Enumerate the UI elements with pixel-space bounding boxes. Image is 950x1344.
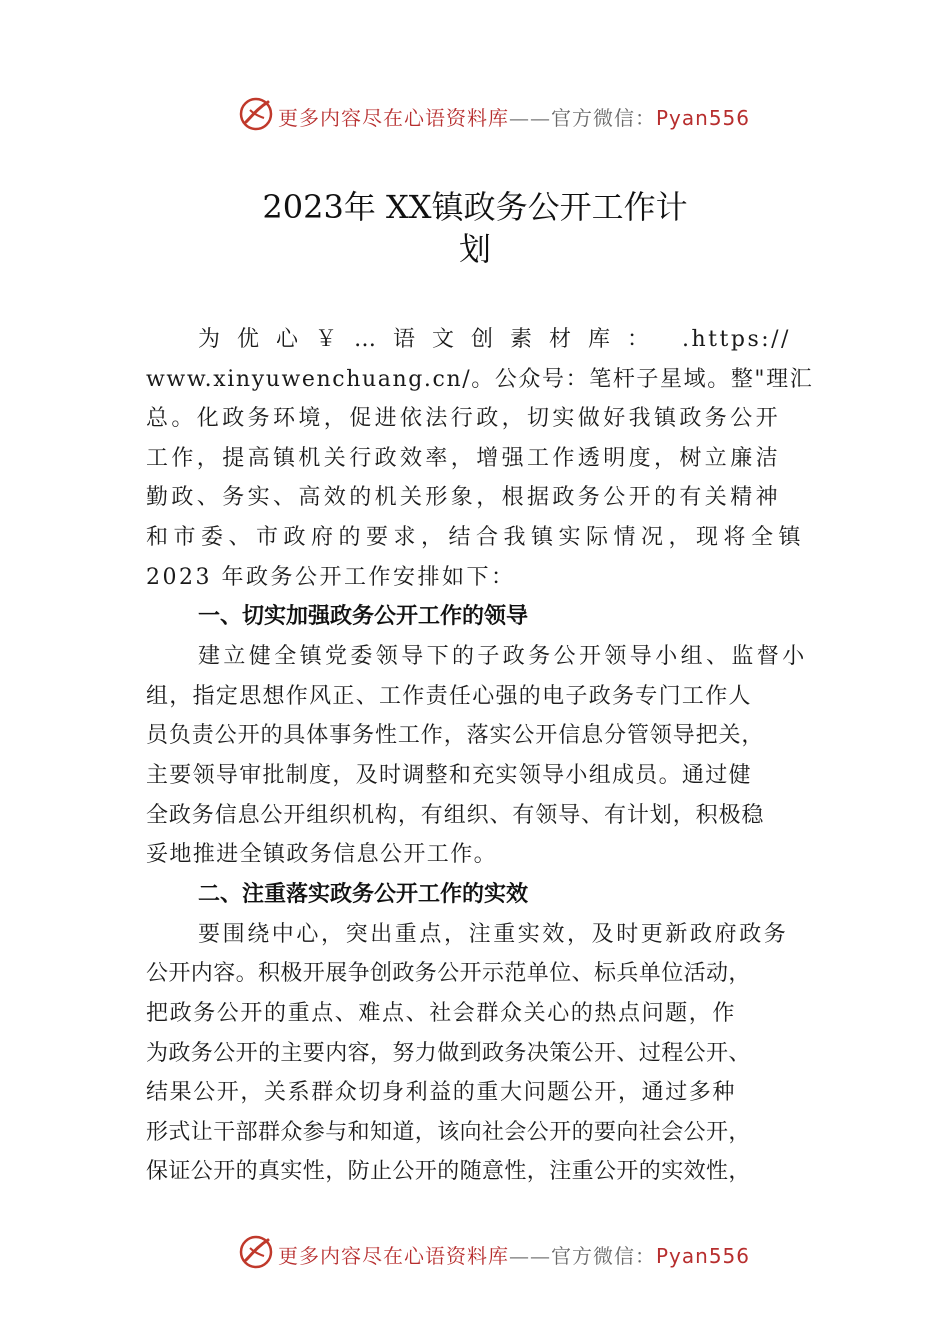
section2-line: 形式让干部群众参与和知道，该向社会公开的要向社会公开，	[146, 1119, 751, 1145]
intro-line: 2023 年政务公开工作安排如下：	[146, 564, 516, 590]
banner-separator: ——	[509, 106, 551, 130]
banner-wechat-label: 官方微信：	[551, 1244, 656, 1268]
section1-line: 主要领导审批制度，及时调整和充实领导小组成员。通过健	[146, 762, 752, 788]
intro-line: 勤政、务实、高效的机关形象，根据政务公开的有关精神	[146, 485, 782, 511]
section2-line: 结果公开，关系群众切身利益的重大问题公开，通过多种	[146, 1080, 737, 1106]
intro-line: www.xinyuwenchuang.cn/。公众号：笔杆子星域。整"理汇	[146, 366, 814, 392]
section1-line: 员负责公开的具体事务性工作，落实公开信息分管领导把关，	[146, 723, 765, 749]
header-banner	[0, 94, 950, 134]
banner-separator: ——	[509, 1244, 551, 1268]
banner-brand: 更多内容尽在心语资料库	[278, 106, 509, 130]
section1-paragraph	[146, 637, 830, 875]
banner-wechat-id: Pyan556	[656, 106, 751, 130]
banner-brand: 更多内容尽在心语资料库	[278, 1244, 509, 1268]
intro-line: 工作，提高镇机关行政效率，增强工作透明度，树立廉洁	[146, 445, 782, 471]
section1-line: 建立健全镇党委领导下的子政务公开领导小组、监督小	[198, 644, 808, 670]
section1-line: 全政务信息公开组织机构，有组织、有领导、有计划，积极稳	[146, 802, 765, 828]
section1-line: 组，指定思想作风正、工作责任心强的电子政务专门工作人	[146, 683, 752, 709]
section-heading-2: 二、注重落实政务公开工作的实效	[198, 881, 529, 907]
banner-text	[278, 102, 750, 131]
document-body	[146, 320, 830, 1192]
intro-line: 和市委、市政府的要求，结合我镇实际情况，现将全镇	[146, 524, 807, 550]
banner-text	[278, 1240, 750, 1269]
section2-line: 把政务公开的重点、难点、社会群众关心的热点问题，作	[146, 1000, 737, 1026]
title-line-2: 划	[458, 230, 491, 268]
section1-line: 妥地推进全镇政务信息公开工作。	[146, 842, 498, 868]
banner-wechat-id: Pyan556	[656, 1244, 751, 1268]
section2-line: 要围绕中心，突出重点，注重实效，及时更新政府政务	[198, 921, 789, 947]
brand-logo-icon	[238, 96, 274, 132]
section2-line: 为政务公开的主要内容，努力做到政务决策公开、过程公开、	[146, 1040, 751, 1066]
intro-paragraph	[146, 320, 830, 597]
document-title	[0, 186, 950, 270]
section2-line: 公开内容。积极开展争创政务公开示范单位、标兵单位活动，	[146, 961, 751, 987]
section2-line: 保证公开的真实性，防止公开的随意性，注重公开的实效性，	[146, 1159, 751, 1185]
banner-wechat-label: 官方微信：	[551, 106, 656, 130]
intro-line: 总。化政务环境，促进依法行政，切实做好我镇政务公开	[146, 406, 782, 432]
footer-banner	[0, 1232, 950, 1272]
section-heading-1: 一、切实加强政务公开工作的领导	[198, 604, 529, 630]
brand-logo-icon	[238, 1234, 274, 1270]
intro-line: 为优心￥…语文创素材库： .https://	[198, 327, 791, 352]
title-line-1: 2023年 XX镇政务公开工作计	[262, 188, 688, 226]
section2-paragraph	[146, 915, 830, 1192]
